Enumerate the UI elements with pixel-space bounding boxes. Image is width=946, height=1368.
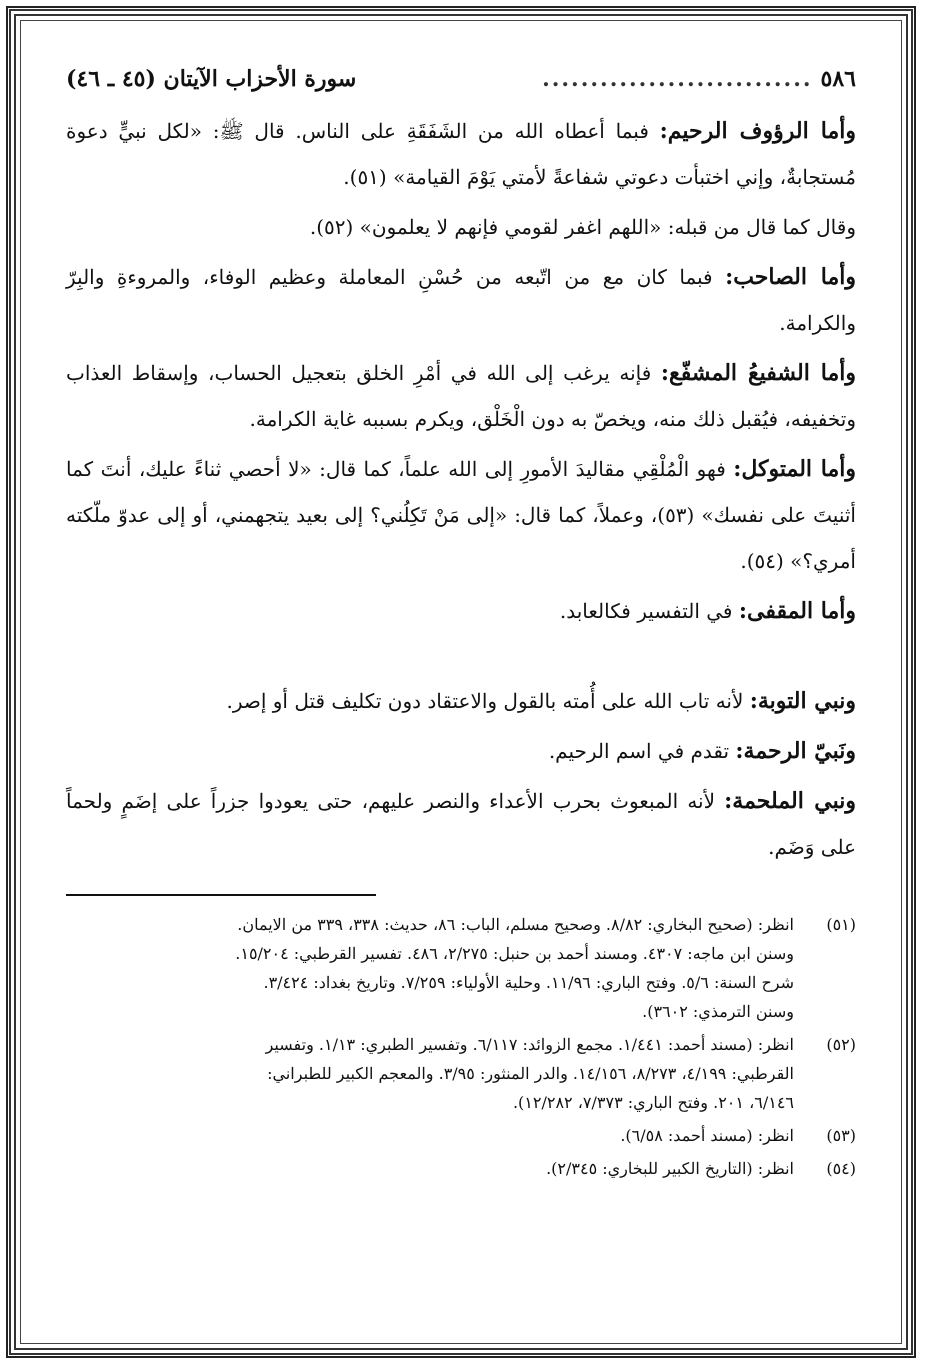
footnote: [66, 910, 856, 1026]
term-heading: ونبي الملحمة:: [724, 788, 856, 814]
term-heading: وأما الرؤوف الرحيم:: [659, 118, 856, 144]
footnote-divider: [66, 894, 376, 896]
footnotes: [66, 910, 856, 1183]
term-heading: ونبي التوبة:: [749, 688, 856, 714]
footnote-line: وسنن الترمذي: ٣٦٠٢).: [642, 1002, 794, 1021]
paragraph-text: فهو الْمُلْقِي مقاليدَ الأمورِ إلى الله علماً، كما قال: «لا أحصي ثناءً عليك، أنتَ كما أثنيتَ على نفسك» (٥٣)، وعملاً، كما قال: «إلى مَنْ تَكِلُني؟ إلى بعيد يتجهمني، أو إلى عدوّ ملّكته أمري؟» (٥٤).: [66, 457, 856, 573]
footnote-line: وسنن ابن ماجه: ٤٣٠٧. ومسند أحمد بن حنبل: ٢/٢٧٥، ٤٨٦. تفسير القرطبي: ١٥/٢٠٤.: [235, 944, 794, 963]
term-heading: ونَبيّ الرحمة:: [735, 738, 856, 764]
paragraph-text: تقدم في اسم الرحيم.: [548, 739, 736, 763]
footnote: [66, 1030, 856, 1117]
footnote-line: القرطبي: ٤/١٩٩، ٨/٢٧٣، ١٤/١٥٦. والدر المنثور: ٣/٩٥. والمعجم الكبير للطبراني:: [267, 1064, 794, 1083]
footnote-number: (٥٣): [826, 1126, 856, 1145]
surah-title: سورة الأحزاب الآيتان (٤٥ ـ ٤٦): [66, 66, 357, 92]
paragraph: [66, 588, 856, 634]
paragraph: [66, 446, 856, 584]
footnote-line: انظر: (مسند أحمد: ٦/٥٨).: [620, 1126, 794, 1145]
paragraph-text: فبما كان مع من اتّبعه من حُسْنِ المعاملة وعظيم الوفاء، والمروءةِ والبِرّ والكرامة.: [66, 265, 856, 335]
footnote-number: (٥٤): [826, 1159, 856, 1178]
footnote-line: انظر: (مسند أحمد: ١/٤٤١. مجمع الزوائد: ٦/١١٧. وتفسير الطبري: ١/١٣. وتفسير: [265, 1035, 794, 1054]
page-content: [66, 66, 856, 1187]
footnote-line: ٦/١٤٦، ٢٠١. وفتح الباري: ٧/٣٧٣، ١٢/٢٨٢).: [512, 1093, 794, 1112]
paragraph: [66, 728, 856, 774]
body-section-2: [66, 678, 856, 870]
paragraph-text: في التفسير فكالعابد.: [559, 599, 739, 623]
term-heading: وأما المقفى:: [738, 598, 856, 624]
paragraph: [66, 108, 856, 200]
paragraph: [66, 350, 856, 442]
paragraph: [66, 778, 856, 870]
page-number: ٥٨٦: [820, 66, 856, 92]
paragraph: [66, 204, 856, 250]
paragraph-text: فبما أعطاه الله من الشَفَقَةِ على الناس. قال ﷺ: «لكل نبيٍّ دعوة مُستجابةٌ، وإني اختبأت دعوتي شفاعةً لأمتي يَوْمَ القيامة» (٥١).: [66, 119, 856, 189]
paragraph-text: لأنه المبعوث بحرب الأعداء والنصر عليهم، حتى يعودوا جزراً على إضَمٍ ولحماً على وَضَم.: [66, 789, 856, 859]
footnote: [66, 1154, 856, 1183]
footnote: [66, 1121, 856, 1150]
header-dots: ............................: [542, 66, 813, 92]
paragraph-text: وقال كما قال من قبله: «اللهم اغفر لقومي فإنهم لا يعلمون» (٥٢).: [309, 215, 856, 239]
footnote-number: (٥٢): [826, 1035, 856, 1054]
body-section-1: [66, 108, 856, 634]
section-gap: [66, 638, 856, 676]
paragraph: [66, 254, 856, 346]
running-header: [66, 66, 856, 106]
term-heading: وأما المتوكل:: [733, 456, 856, 482]
footnote-number: (٥١): [826, 915, 856, 934]
term-heading: وأما الشفيعُ المشفّع:: [660, 360, 856, 386]
paragraph: [66, 678, 856, 724]
footnote-line: انظر: (التاريخ الكبير للبخاري: ٢/٣٤٥).: [546, 1159, 794, 1178]
paragraph-text: لأنه تاب الله على أُمته بالقول والاعتقاد دون تكليف قتل أو إصر.: [226, 689, 750, 713]
paragraph-text: فإنه يرغب إلى الله في أمْرِ الخلق بتعجيل الحساب، وإسقاط العذاب وتخفيفه، فيُقبل ذلك منه، ويخصّ به دون الْخَلْق، ويكرم بسببه غاية الكرامة.: [66, 361, 856, 431]
footnote-line: شرح السنة: ٥/٦. وفتح الباري: ١١/٩٦. وحلية الأولياء: ٧/٢٥٩. وتاريخ بغداد: ٣/٤٢٤.: [263, 973, 794, 992]
footnote-line: انظر: (صحيح البخاري: ٨/٨٢. وصحيح مسلم، الباب: ٨٦، حديث: ٣٣٨، ٣٣٩ من الايمان.: [237, 915, 794, 934]
term-heading: وأما الصاحب:: [725, 264, 856, 290]
